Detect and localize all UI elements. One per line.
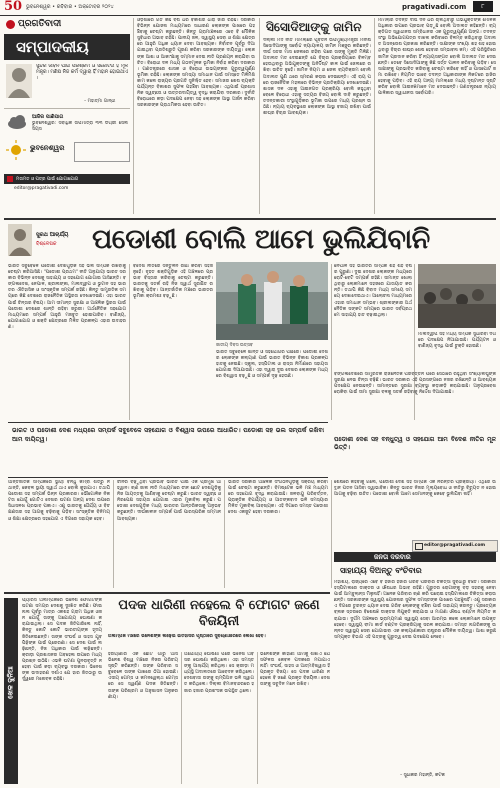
editorial-label: ସମ୍ପାଦକୀୟ [16,38,89,56]
brand-bar [4,18,130,32]
bottom-column-2: ହରିୟାଣାର ଏକ ଛୋଟ ଗାଁରୁ ଆସି ଭିନେଶ ବିଶ୍ୱ ମଞ୍ଚରେ ନିଜର ପରିଚୟ ସୃଷ୍ଟି କରିଛନ୍ତି। ତାଙ୍କ ପରିବାର ସବୁବେଳେ ତାଙ୍କ ପାଖରେ ଠିଆ ହୋଇଛି। ଏସୀୟ ଗେମ୍ସ ଓ କମନୱେଲ୍ଥ ଗେମ୍ସରେ ସେ ସ୍ୱର୍ଣ୍ଣ ପଦକ ଜିତିଛନ୍ତି। ତାଙ୍କ ପରିଶ୍ରମ ଓ ଅନୁଶାସନ ଅନୁକରଣୀୟ। [108,652,178,700]
bottom-intro: ଅଲିମ୍ପିକ ମଞ୍ଚରେ ଭିନେଶଙ୍କ ଲଢ଼େଇ ଇତିହାସର ପୃଷ୍ଠାରେ ସୁବର୍ଣ୍ଣାକ୍ଷରରେ ଲେଖା ହେବ। [108,634,266,639]
weather-text: ଭୁବନେଶ୍ୱର: ସର୍ବାଧିକ ତାପମାତ୍ରା ୩୩ ଡିଗ୍ରୀ ସେଲସିୟସ [32,121,128,133]
contact-email[interactable]: editor@pragativadi.com [14,186,69,191]
article-headline-top: ସିସୋଦିଆଙ୍କୁ ଜାମିନ [266,20,362,34]
weather-title: ଆଜିର ପାଣିପାଗ [32,114,64,120]
author-role: ବିଶ୍ଳେଷକ [36,241,57,247]
feature-headline: ପଡୋଶୀ ବୋଲି ଆମେ ଭୁଲିଯିବାନି [92,224,430,255]
athletes-photo [216,262,328,340]
weather-cloud-icon [6,114,28,130]
column-divider [181,652,182,784]
letters-section-bar [334,552,496,562]
quote-author: – ମହାତ୍ମା ଗାନ୍ଧୀ [84,99,116,104]
brand-icon [6,20,15,29]
column-divider [113,480,114,588]
letters-email[interactable]: editor@pragativadi.com [424,543,486,548]
feature-column-8: ଭାରତ ସରକାର ଆଞ୍ଚଳିକ ସଂଗଠନଗୁଡ଼ିକୁ ସକ୍ରିୟ କରିବା ପାଇଁ ଚେଷ୍ଟା କରୁଛନ୍ତି। ବିମଷ୍ଟେକ ଭଳି ମଞ୍ଚ ମାଧ୍ୟମରେ ସହଯୋଗ ବୃଦ୍ଧି କରାଯାଉଛି। ଜଳବାୟୁ ପରିବର୍ତ୍ତନ, ପ୍ରାକୃତିକ ବିପର୍ଯ୍ୟୟ ଓ ଆତଙ୍କବାଦ ଭଳି ସମସ୍ୟାର ମିଳିତ ମୁକାବିଲା ଆବଶ୍ୟକ। ଏହି ଦିଗରେ ସମସ୍ତ ପଡୋଶୀ ଦେଶ ଏକଜୁଟ ହେବା ଦରକାର। [228,480,328,516]
feature-column-1: ଭାରତ ସବୁବେଳେ ପଡୋଶୀ ଦେଶଗୁଡ଼ିକ ସହ ଭଲ ସମ୍ପର୍କ ରଖିବାକୁ ଚେଷ୍ଟା କରିଆସିଛି। "ପଡୋଶୀ ପ୍ରଥମ" ନୀତି ଅନୁଯାୟୀ ଭାରତ ସରକାର ବିଭିନ୍ନ ଦେଶକୁ ସାହାଯ୍ୟ ଓ ସହଯୋଗ ଯୋଗାଇ ଆସିଛନ୍ତି। ବଙ୍ଗଳାଦେଶ, ନେପାଳ, ଶ୍ରୀଲଙ୍କା, ମାଲଦ୍ୱୀପ ଓ ଭୁଟାନ ସହ ଭାରତର ଐତିହାସିକ ଓ ସାଂସ୍କୃତିକ ସମ୍ପର୍କ ରହିଛି। କିନ୍ତୁ ସାମ୍ପ୍ରତିକ ସମୟରେ କିଛି ଦେଶରେ ରାଜନୈତିକ ଅସ୍ଥିରତା ଦେଖାଦେଇଛି। ଏହା ଭାରତ ପାଇଁ ଚିନ୍ତାର ବିଷୟ। ଆମ ସୀମାନ୍ତ ସୁରକ୍ଷା ଓ ଆଞ୍ଚଳିକ ସ୍ଥିରତା ପାଇଁ ପଡୋଶୀ ଦେଶରେ ଶାନ୍ତି ରହିବା ଜରୁରୀ। ଅର୍ଥନୈତିକ ସହଯୋଗ ମାଧ୍ୟମରେ ସମ୍ପର୍କ ଆହୁରି ମଜବୁତ ହୋଇପାରିବ। ବାଣିଜ୍ୟ, ଯୋଗାଯୋଗ ଓ ଶକ୍ତି କ୍ଷେତ୍ରରେ ମିଳିତ ପ୍ରକଳ୍ପ ଏହାର ଉଦାହରଣ। [8,264,126,330]
letters-section-title: ଜନତା ଦରବାର [374,553,411,561]
feature-column-9: ଶେଷରେ କହିବାକୁ ଗଲେ, ପଡୋଶୀ ଦେଶ ସହ ସମ୍ପର୍କ ଏକ ନିରନ୍ତର ପ୍ରକ୍ରିୟା। ଏଥିରେ ଉତ୍ଥାନ ପତନ ଆସିବା ସ୍ୱାଭାବିକ। କିନ୍ତୁ ଭାରତ ନିଜର ମୂଲ୍ୟବୋଧ ଓ ନୀତିରୁ ବିଚ୍ୟୁତ ନ ହୋଇ ଆଗକୁ ବଢ଼ିବା ଉଚିତ। ପଡୋଶୀ ବୋଲି ଆମେ ସେମାନଙ୍କୁ କେବେ ଭୁଲିଯିବା ନାହିଁ। [334,480,496,498]
feature-column-6: ଆନ୍ତର୍ଜାତିକ ସମ୍ପର୍କରେ ସ୍ଥାୟୀ ବନ୍ଧୁ କିମ୍ବା ଶତ୍ରୁ ନଥାନ୍ତି, କେବଳ ସ୍ଥାୟୀ ସ୍ୱାର୍ଥ ଥାଏ ବୋଲି କୁହାଯାଏ। ତଥାପି ପଡୋଶୀ ସହ ସମ୍ପର୍କ ଭିନ୍ନ ପ୍ରକାରର। ଭୌଗୋଳିକ ନିକଟତା ଯୋଗୁଁ ଗୋଟିଏ ଦେଶର ଘଟଣା ଅନ୍ୟ ଦେଶ ଉପରେ ସିଧାସଳଖ ପ୍ରଭାବ ପକାଏ। ଏଣୁ ଭାରତକୁ ଧୈର୍ଯ୍ୟ ଓ ବିଚକ୍ଷଣତାର ସହ ଆଗକୁ ବଢ଼ିବାକୁ ପଡ଼ିବ। ସାଂସ୍କୃତିକ ବିନିମୟ ଓ ଶିକ୍ଷା କ୍ଷେତ୍ରରେ ସହଯୋଗ ଏ ଦିଗରେ ସହାୟକ ହେବ। [8,480,110,522]
feature-photo [216,262,328,340]
column-divider [133,18,134,214]
article-column-2: ଦିଲ୍ଲୀ ମଦ ନୀତି ମାମଲାରେ ପୂର୍ବତନ ଉପମୁଖ୍ୟମନ୍ତ୍ରୀ ମନୀଷ ସିସୋଦିଆଙ୍କୁ ସର୍ବୋଚ୍ଚ ନ୍ୟାୟାଳୟ ଜାମିନ ମଞ୍ଜୁର କରିଛନ୍ତି। ଦୀର୍ଘ ସତର ମାସ ଜେଲରେ ରହିବା ପରେ ତାଙ୍କୁ ମୁକ୍ତି ମିଳିଛି। ଅଦାଲତ ମତ ଦେଇଛନ୍ତି ଯେ ବିଚାର ପ୍ରକ୍ରିୟାରେ ବିଳମ୍ବ ହେଉଥିବାରୁ ଅଭିଯୁକ୍ତଙ୍କୁ ଅନିର୍ଦ୍ଦିଷ୍ଟ କାଳ ପାଇଁ ଜେଲରେ ରଖିବା ଉଚିତ ନୁହେଁ। ଜାମିନ ନିୟମ ଓ ଜେଲ ବ୍ୟତିକ୍ରମ ବୋଲି ଅଦାଲତ ପୁଣି ଥରେ ସ୍ମରଣ କରାଇ ଦେଇଛନ୍ତି। ଏହି ରାୟ ପରେ ରାଜନୈତିକ ମହଲରେ ବିଭିନ୍ନ ପ୍ରତିକ୍ରିୟା ଦେଖାଦେଇଛି। ଶାସକ ଦଳ ଏହାକୁ ଆଇନଗତ ପ୍ରକ୍ରିୟା ବୋଲି କହୁଥିବା ବେଳେ ବିରୋଧୀ ଏହାକୁ ସତ୍ୟର ବିଜୟ ବୋଲି ଦାବି କରୁଛନ୍ତି। ତଦନ୍ତକାରୀ ସଂସ୍ଥାଗୁଡ଼ିକର ଭୂମିକା ଉପରେ ମଧ୍ୟ ପ୍ରଶ୍ନ ଉଠିଛି। ନ୍ୟାୟ ବ୍ୟବସ୍ଥାରେ ଲୋକଙ୍କ ଆସ୍ଥା ବଜାୟ ରଖିବା ପାଇଁ ଶୀଘ୍ର ବିଚାର ଆବଶ୍ୟକ। [263,38,371,117]
author-name: ସୁରଥ ଆଚାର୍ଯ୍ୟ [36,232,69,238]
contact-bar [4,174,130,184]
feature-column-7: ଚୀନର ବଢ଼ୁଥିବା ପ୍ରଭାବ ଭାରତ ପାଇଁ ଏକ ପ୍ରମୁଖ ଆହ୍ୱାନ। ଋଣ ଜାଲ ନୀତି ମାଧ୍ୟମରେ ଚୀନ ଛୋଟ ଦେଶଗୁଡ଼ିକୁ ନିଜ ଆୟତ୍ତକୁ ଆଣିବାକୁ ଚେଷ୍ଟା କରୁଛି। ଭାରତ ସ୍ୱଚ୍ଛ ଓ ନିରପେକ୍ଷ ସହାୟତା ଯୋଗାଇ ଏହାର ମୁକାବିଲା କରୁଛି। ପଡୋଶୀ ଦେଶଗୁଡ଼ିକ ମଧ୍ୟ ଭାରତର ଆନ୍ତରିକତାକୁ ଅନୁଭବ କରୁଛନ୍ତି। ଦୀର୍ଘକାଳୀନ ସମ୍ପର୍କ ପାଇଁ ପାରସ୍ପରିକ ସମ୍ମାନ ଆବଶ୍ୟକ। [117,480,221,522]
contact-label: ମତାମତ ଓ ପତ୍ର ପାଇଁ ଯୋଗାଯୋଗ [16,177,79,182]
author-photo [8,224,32,256]
column-divider [259,18,260,214]
mail-icon [415,543,423,550]
gandhi-portrait [6,64,32,98]
editorial-column-1: ଓଡ଼ିଶାରେ ଗତ କିଛି ବର୍ଷ ଧରି ବିକାଶର ଧାରା ଜାରି ରହିଛି। ସରକାର ବିଭିନ୍ନ ଯୋଜନା ମାଧ୍ୟମରେ ସାଧାରଣ ଲୋକଙ୍କ ପାଖରେ ପହଞ୍ଚିବାକୁ ଚେଷ୍ଟା କରୁଛନ୍ତି। କିନ୍ତୁ ଗ୍ରାମାଞ୍ଚଳରେ ଏବେ ବି ମୌଳିକ ସୁବିଧାର ଅଭାବ ରହିଛି। ପାନୀୟ ଜଳ, ସ୍ୱାସ୍ଥ୍ୟ ସେବା ଓ ଶିକ୍ଷା କ୍ଷେତ୍ରରେ ଆହୁରି ଅଧିକ ଧ୍ୟାନ ଦେବା ଆବଶ୍ୟକ। ନିର୍ବାଚନ ପୂର୍ବରୁ ଦିଆଯାଇଥିବା ପ୍ରତିଶ୍ରୁତି ପୂରଣ କରିବା ସରକାରଙ୍କ ଦାୟିତ୍ୱ। ଲୋକଙ୍କ ଆଶା ଓ ଆକାଂକ୍ଷାକୁ ସମ୍ମାନ ଦେଇ ନୀତି ପ୍ରଣୟନ କରାଯିବା ଉଚିତ। ବିରୋଧୀ ଦଳ ମଧ୍ୟ ଗଠନମୂଳକ ଭୂମିକା ନିର୍ବାହ କରିବା ଦରକାର। ଗଣତନ୍ତ୍ରରେ ଶାସକ ଓ ବିରୋଧୀ ଉଭୟଙ୍କର ଗୁରୁତ୍ୱପୂର୍ଣ୍ଣ ଭୂମିକା ରହିଛି। ଲୋକଙ୍କ ସମସ୍ୟା ସମାଧାନ ପାଇଁ ସମସ୍ତେ ମିଳିମିଶି କାମ କଲେ ରାଜ୍ୟର ପ୍ରଗତି ସୁନିଶ୍ଚିତ ହେବ। ସମାଜର ଶେଷ ବ୍ୟକ୍ତି ପର୍ଯ୍ୟନ୍ତ ବିକାଶର ସୁଫଳ ପହଞ୍ଚିବା ଆବଶ୍ୟକ। ଏଥିପାଇଁ ପ୍ରଶାସନିକ ସ୍ୱଚ୍ଛତା ଓ ଉତ୍ତରଦାୟିତ୍ୱ ବୃଦ୍ଧି କରାଯିବା ଦରକାର। ଦୁର୍ନୀତି ବିରୋଧରେ କଡ଼ା ପଦକ୍ଷେପ ନେବା ସହ ଲୋକଙ୍କ ଆସ୍ଥା ଅର୍ଜନ କରିବା ସରକାରଙ୍କ ପ୍ରାଥମିକତା ହେବା ଉଚିତ। [137,18,255,109]
feature-column-5: ବଙ୍ଗଳାଦେଶରେ ସାମ୍ପ୍ରତିକ ରାଜନୈତିକ ପରିବର୍ତ୍ତନ ପରେ ସେଠାରେ ରହୁଥିବା ସଂଖ୍ୟାଲଘୁଙ୍କ ସୁରକ୍ଷା ନେଇ ଚିନ୍ତା ବଢ଼ିଛି। ଭାରତ ସରକାର ଏହି ପ୍ରସଙ୍ଗରେ ନଜର ରଖିଛନ୍ତି ଓ ଆବଶ୍ୟକ ପଦକ୍ଷେପ ନେଉଛନ୍ତି। ସୀମାନ୍ତରେ ସୁରକ୍ଷା ବ୍ୟବସ୍ଥା କଡ଼ାକଡ଼ି କରାଯାଇଛି। ଅନୁପ୍ରବେଶ ରୋକିବା ପାଇଁ ସୀମା ସୁରକ୍ଷା ବଳକୁ ସତର୍କ ରହିବାକୁ ନିର୍ଦ୍ଦେଶ ଦିଆଯାଇଛି। [334,372,496,396]
bottom-column-3: ଅଯୋଗ୍ୟ ଘୋଷଣା ପରେ ଭିନେଶ ଅବସର ଘୋଷଣା କରିଥିଲେ। ଏହା ସମସ୍ତଙ୍କୁ ଆଶ୍ଚର୍ଯ୍ୟ କରିଥିଲା। ସେ କ୍ରୀଡ଼ା ମଧ୍ୟସ୍ଥି ଅଦାଲତରେ ଆବେଦନ କରିଥିଲେ। ଦେଶବାସୀ ତାଙ୍କୁ ଚାମ୍ପିଅନ ଭଳି ସ୍ୱାଗତ କରିଥିଲେ। ଦିଲ୍ଲୀ ବିମାନବନ୍ଦରରେ ହଜାର ହଜାର ପ୍ରଶଂସକ ଉପସ୍ଥିତ ଥିଲେ। [184,652,254,694]
contact-icon [7,176,13,182]
sun-icon [6,140,26,160]
sidebar [4,18,130,220]
bottom-column-1: ପ୍ୟାରିସ ଅଲିମ୍ପିକରେ ଭିନେଶ ଫୋଗଟଙ୍କ ଘଟଣା ସମଗ୍ର ଦେଶକୁ ଦୁଃଖିତ କରିଛି। ଫାଇନାଲ ପୂର୍ବରୁ ମାତ୍ର ଏକଶହ ଗ୍ରାମ ଅଧିକ ଓଜନ ଯୋଗୁଁ ତାଙ୍କୁ ଅଯୋଗ୍ୟ ଘୋଷଣା କରାଯାଇଥିଲା। ସେ ପଦକ ଜିତିପାରିଲେ ନାହିଁ, କିନ୍ତୁ କୋଟି କୋଟି ଭାରତୀୟଙ୍କ ହୃଦୟ ଜିତିନେଇଛନ୍ତି। ତାଙ୍କ ସଂଘର୍ଷ ଓ ସାହସ ଯୁବପିଢ଼ିଙ୍କ ପାଇଁ ପ୍ରେରଣା। ସେ ଦେଶ ପାଇଁ ଲଢ଼ିଛନ୍ତି, ନିଜ ଅଧିକାର ପାଇଁ ଲଢ଼ିଛନ୍ତି। କ୍ରୀଡ଼ା ପ୍ରଶାସନର ଅବହେଳା ଉପରେ ମଧ୍ୟ ପ୍ରଶ୍ନ ଉଠିଛି। ଏଭଳି ଘଟଣା ପୁନରାବୃତ୍ତି ନହେବା ପାଇଁ କଡ଼ା ବ୍ୟବସ୍ଥା ଦରକାର। ଭିନେଶଙ୍କ ଉଦାହରଣ ଦର୍ଶାଏ ଯେ ହାର ଜିତଠାରୁ ଉର୍ଦ୍ଧ୍ୱରେ ମନୋବଳ ରହିଛି। [22,598,102,683]
feature-column-2b: ଭାରତ ସବୁବେଳେ ଶାନ୍ତି ଓ ସହଯୋଗର ପକ୍ଷରେ। ପଡୋଶୀ ଦେଶର ଲୋକଙ୍କ କଲ୍ୟାଣ ପାଇଁ ଭାରତ ବିଭିନ୍ନ ବିକାଶ ପ୍ରକଳ୍ପ ହାତକୁ ନେଇଛି। ସ୍କୁଲ, ହସ୍ପିଟାଲ ଓ ରାସ୍ତା ନିର୍ମାଣରେ ସହାୟତା ଯୋଗାଇ ଦିଆଯାଉଛି। ଏହା ଦ୍ୱାରା ଦୁଇ ଦେଶର ଲୋକଙ୍କ ମଧ୍ୟରେ ବିଶ୍ୱାସ ବଢ଼ୁଛି ଓ ସମ୍ପର୍କ ଦୃଢ଼ ହେଉଛି। [216,350,328,380]
highlight-box [8,422,328,478]
column-divider [224,480,225,588]
column-divider [331,264,332,420]
date-line: ଭୁବନେଶ୍ୱର • ରବିବାର • ଅକ୍ଟୋବର ୨୦୨୪ [26,4,114,10]
letter-title: ସାହାଯ୍ୟ ଦିଅନ୍ତୁ ବଂଚିବାର [340,566,422,575]
masthead [0,0,500,14]
feature-column-4: ମାଲଦ୍ୱୀପ ସହ ମଧ୍ୟ ସମ୍ପର୍କ ସୁଧାରିବା ଦିଗରେ ପଦକ୍ଷେପ ନିଆଯାଉଛି। ପର୍ଯ୍ୟଟନ ଓ ବାଣିଜ୍ୟ ବୃଦ୍ଧି ପାଇଁ ଚୁକ୍ତି ହୋଇଛି। [418,332,496,350]
weather-bars [74,142,130,162]
column-divider [331,480,332,588]
page-number: ୮ [481,3,485,10]
column-divider [257,652,258,784]
avatar-icon [8,224,32,256]
section-rule [4,218,496,220]
masthead-rule [0,15,500,16]
column-divider [129,264,130,420]
column-divider [374,18,375,214]
quote-text: ସୁନ୍ଦର ଜୀବନ ପାଇଁ ପରିଶ୍ରମ ଓ ସଚ୍ଚୋଟତା ହିଁ ମୂଳମନ୍ତ୍ର। ମଣିଷ ନିଜ କର୍ମ ଦ୍ୱାରା ହିଁ ମହାନ ହୋଇଥାଏ। [36,64,128,81]
editorial-banner [4,34,130,60]
anniversary-logo: 50 [4,0,23,14]
section-rule [4,592,330,594]
bottom-headline: ପଦକ ଧାରିଣୀ ନହେଲେ ବି ଫୋଗଟ ଜଣେ ବିଜୟିନୀ [118,598,320,629]
letter-signature: – ସୁଧାକର ମହାନ୍ତି, କଟକ [400,773,445,778]
feature-column-2: ବିଦେଶ ନୀତିରେ ସନ୍ତୁଳନ ରକ୍ଷା କରିବା ସହଜ ନୁହେଁ। ବୃହତ ଶକ୍ତିଗୁଡ଼ିକ ଏହି ଅଞ୍ଚଳରେ ପ୍ରଭାବ ବିସ୍ତାର କରିବାକୁ ଚେଷ୍ଟା କରୁଛନ୍ତି। ଭାରତକୁ ସତର୍କ ରହି ନିଜ ସ୍ୱାର୍ଥ ସୁରକ୍ଷିତ ରଖିବାକୁ ପଡ଼ିବ। ଆନ୍ତର୍ଜାତିକ ମଞ୍ଚରେ ଭାରତର ଭୂମିକା କ୍ରମଶଃ ବଢ଼ୁଛି। [133,264,213,300]
letters-email-box [412,540,498,552]
page-number-badge [473,1,493,12]
portrait-icon [6,64,32,98]
vertical-label: ଖେଳ ଦୁନିଆ [6,666,15,699]
vertical-tag [4,598,18,784]
letter-body: ମହାଶୟ, ରାଜ୍ୟରେ ଏବେ ବି ହଜାର ହଜାର ଗରିବ ପରିବାର ଚିକିତ୍ସା ସୁବିଧାରୁ ବଞ୍ଚିତ। ସରକାରୀ ହସ୍ପିଟାଲରେ ଡାକ୍ତର ଓ ଔଷଧର ଅଭାବ ରହିଛି। ଗୁରୁତର ରୋଗୀଙ୍କୁ ବଡ଼ ସହରକୁ ନେବା ପାଇଁ ଆମ୍ବୁଲାନ୍ସ ମିଳୁନାହିଁ। ଅନେକ ପରିବାର ଋଣ କରି ଘରୋଇ ହସ୍ପିଟାଲରେ ଚିକିତ୍ସା କରାଉଛନ୍ତି। ସରକାରଙ୍କ ସ୍ୱାସ୍ଥ୍ୟ ଯୋଜନାର ସୁଫଳ ସମସ୍ତଙ୍କ ପାଖରେ ପହଞ୍ଚୁନାହିଁ। ଏଣୁ ସରକାର ଏ ଦିଗରେ ତୁରନ୍ତ ଧ୍ୟାନ ଦେଇ ଗରିବ ଲୋକଙ୍କୁ ବଞ୍ଚିବା ପାଇଁ ସାହାଯ୍ୟ କରନ୍ତୁ। ପ୍ରତ୍ୟେକ ବ୍ଲକ ସ୍ତରରେ ବିଶେଷଜ୍ଞ ଡାକ୍ତର ନିଯୁକ୍ତି କରାଯାଉ ଓ ମାଗଣା ଔଷଧ ବଣ୍ଟନ ନିୟମିତ କରାଯାଉ। ଦୁର୍ଗମ ଅଞ୍ଚଳରେ ଭ୍ରାମ୍ୟମାଣ ସ୍ୱାସ୍ଥ୍ୟ ସେବା ଆରମ୍ଭ କଲେ ଲୋକମାନେ ଉପକୃତ ହେବେ। ସ୍ୱାସ୍ଥ୍ୟ ବୀମା କାର୍ଡ ବଣ୍ଟନ ପ୍ରକ୍ରିୟାକୁ ସରଳ କରାଯାଉ। ସମସ୍ତ ନାଗରିକଙ୍କୁ ଉନ୍ନତ ସ୍ୱାସ୍ଥ୍ୟ ସେବା ଯୋଗାଇବା ଏକ କଲ୍ୟାଣକାରୀ ରାଷ୍ଟ୍ରର ମୌଳିକ ଦାୟିତ୍ୱ। ଆଶା କରୁଛି ସମ୍ପୃକ୍ତ ବିଭାଗ ଏହି ପତ୍ରକୁ ଗୁରୁତ୍ୱ ଦେଇ ପଦକ୍ଷେପ ନେବେ। [334,580,496,640]
weather-box [4,112,130,168]
sidebar-divider [4,108,130,109]
photo-caption: ଜାତୀୟ ଦିବସ ଉତ୍ସବ [216,343,253,348]
bottom-column-4: ଭିନେଶଙ୍କ କାହାଣୀ ଆମକୁ ଶିଖାଏ ଯେ ସଫଳତା କେବଳ ପଦକରେ ମପାଯାଏ ନାହିଁ। ସଂଘର୍ଷ, ସାହସ ଓ ଆତ୍ମବିଶ୍ୱାସ ହିଁ ପ୍ରକୃତ ବିଜୟ। ସେ ପଦକ ଧାରିଣୀ ନହେଲେ ବି ଜଣେ ପ୍ରକୃତ ବିଜୟିନୀ। ଦେଶ ତାଙ୍କୁ ସବୁଦିନ ମନେ ରଖିବ। [260,652,330,688]
crowd-image [418,264,496,328]
callout-text: ପଡୋଶୀ ଦେଶ ସହ ବନ୍ଧୁତ୍ୱ ଓ ସହଯୋଗ ଆମ ବିଦେଶ ନୀତିର ମୂଳ ଭିତ୍ତି। [334,436,496,452]
article-column-3: ମାମଲାର ତଦନ୍ତ ଦୀର୍ଘ ଦିନ ଧରି ଚାଲିଥିବାରୁ ଅଭିଯୁକ୍ତଙ୍କ ମୌଳିକ ଅଧିକାର ଉପରେ ପ୍ରଭାବ ପଡ଼ୁଛି ବୋଲି ଅଦାଲତ କହିଛନ୍ତି। ବ୍ୟକ୍ତିଗତ ସ୍ୱାଧୀନତା ସମ୍ବିଧାନର ଏକ ଗୁରୁତ୍ୱପୂର୍ଣ୍ଣ ଅଙ୍ଗ। ତଦନ୍ତ ସଂସ୍ଥା ଅଭିଯୋଗପତ୍ର ଦାଖଲ କରିବାରେ ବିଳମ୍ବ କରିଥିବାରୁ ଅଦାଲତ ଅସନ୍ତୋଷ ପ୍ରକାଶ କରିଛନ୍ତି। ସାକ୍ଷୀଙ୍କ ସଂଖ୍ୟା ଶହ ଶହ ହୋଇଥିବାରୁ ବିଚାର ଶୀଘ୍ର ଶେଷ ହେବାର ସମ୍ଭାବନା କମ୍। ଏହି ପରିସ୍ଥିତିରେ ଜାମିନ ପ୍ରଦାନ କରିବା ହିଁ ନ୍ୟାୟସଙ୍ଗତ ବୋଲି ଅଦାଲତ ମତ ଦେଇଛନ୍ତି। ତେବେ ସିସୋଦିଆଙ୍କୁ କିଛି ସର୍ତ୍ତ ପାଳନ କରିବାକୁ ପଡ଼ିବ। ସେ ସାକ୍ଷୀଙ୍କୁ ପ୍ରଭାବିତ କରିବାକୁ ଚେଷ୍ଟା କରିବେ ନାହିଁ ଓ ପାସପୋର୍ଟ ଜମା ରଖିବେ। ନିୟମିତ ଭାବେ ତଦନ୍ତ ଅଧିକାରୀଙ୍କ ନିକଟରେ ହାଜିର ହେବାକୁ ପଡ଼ିବ। ଏହି ରାୟ ଅନ୍ୟ ମାମଲାରେ ମଧ୍ୟ ଦୃଷ୍ଟାନ୍ତ ସୃଷ୍ଟି କରିବ ବୋଲି ଆଇନଜ୍ଞମାନେ ମତ ଦେଉଛନ୍ତି। ଗଣତନ୍ତ୍ରରେ ନ୍ୟାୟପାଳିକାର ସ୍ୱାଧୀନତା ସର୍ବୋପରି। [378,18,496,97]
weather-city: ଭୁବନେଶ୍ୱର [30,144,65,152]
author-box [8,224,88,260]
crowd-photo [418,264,496,328]
highlight-text: ଭାରତ ଓ ପଡୋଶୀ ଦେଶ ମଧ୍ୟରେ ସମ୍ପର୍କ ସବୁବେଳେ ସହଯୋଗ ଓ ବିଶ୍ୱାସ ଉପରେ ଆଧାରିତ। ପଡୋଶୀ ସହ ଭଲ ସମ୍ପର୍କ ରଖିବା ଆମ ଦାୟିତ୍ୱ। [12,427,324,443]
site-url[interactable]: pragativadi.com [402,3,467,11]
feature-column-3: ନେପାଳ ସହ ଭାରତର ସମ୍ପର୍କ ଶହ ଶହ ବର୍ଷର ପୁରୁଣା। ଦୁଇ ଦେଶର ଲୋକଙ୍କ ମଧ୍ୟରେ ରୋଟି-ବେଟି ସମ୍ପର୍କ ରହିଛି। ସୀମାନ୍ତ ଖୋଲା ଥିବାରୁ ଲୋକମାନେ ସହଜରେ ଯାତାୟାତ କରନ୍ତି। ତଥାପି କିଛି ବିବାଦ ମଧ୍ୟ ସମୟେ ସମୟେ ଦେଖାଦେଇଥାଏ। ଆଲୋଚନା ମାଧ୍ୟମରେ ଏହାର ସମାଧାନ ସମ୍ଭବ। ଶ୍ରୀଲଙ୍କାର ଅର୍ଥନୈତିକ ସଙ୍କଟ ସମୟରେ ଭାରତ ସର୍ବପ୍ରଥମେ ସାହାଯ୍ୟ ହାତ ବଢ଼ାଇଥିଲା। [334,264,412,318]
brand-name: ପ୍ରଗତିବାଦୀ [18,19,62,29]
